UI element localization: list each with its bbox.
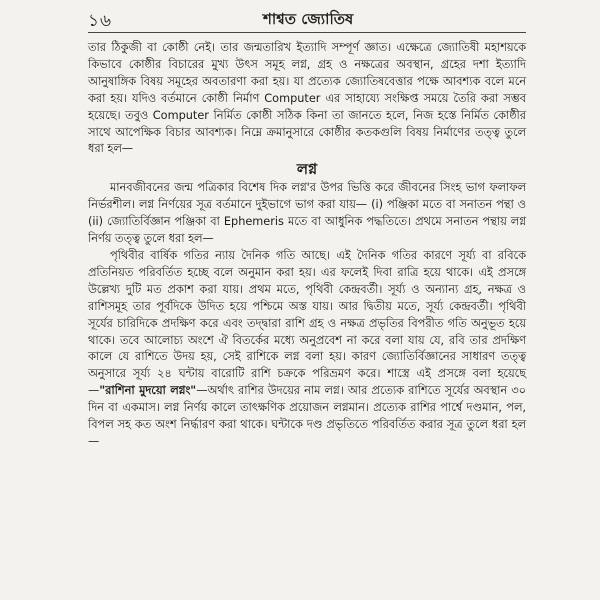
page-number: ১৬ xyxy=(88,11,113,31)
header-divider xyxy=(88,32,526,33)
paragraph-daily-motion-text: পৃথিবীর বার্ষিক গতির ন্যায় দৈনিক গতি আছে। এই দৈনিক গতির কারণে সূর্য্য বা রবিকে প্রতিনিয়ত পরিবর্তিত হচ্ছে বলে অনুমান করা হয়। এর ফলেই দিবা রাত্রি হয়ে থাকে। এই প্রসঙ্গে উল্লেখ্য দুটি মত প্রকাশ করা যায়। প্রথম মতে, পৃথিবী কেন্দ্রবর্তী। সূর্য্য ও অন্যান্য গ্রহ, নক্ষত্র ও রাশিসমূহ তার পূর্বদিকে উদিত হয়ে পশ্চিমে অস্ত যায়। আর দ্বিতীয় মতে, সূর্য্য কেন্দ্রবর্তী। পৃথিবী সূর্যের চারিদিকে প্রদক্ষিণ করে এবং তদ্দ্বারা রাশি গ্রহ ও নক্ষত্র প্রভৃতির বিপরীত গতি অনুভূত হয়ে থাকে। তবে আলোচ্য অংশে ঐ বিতর্কের মধ্যে অনুপ্রবেশ না করে বলা যায় যে, রবি তার প্রদক্ষিণ কালে যে রাশিতে উদয় হয়, সেই রাশিকে লগ্ন বলা হয়। কারণ জ্যোতির্বিজ্ঞানের সাধারণ তত্ত্ব অনুসারে সূর্য্য ২৪ ঘন্টায় বারোটি রাশি চক্রকে পরিভ্রমণ করে। শাস্ত্রে এই প্রসঙ্গে বলা হয়েছে— xyxy=(88,248,526,398)
paragraph-lagna-definition: মানবজীবনের জন্ম পত্রিকার বিশেষ দিক লগ্ন'র উপর ভিত্তি করে জীবনের সিংহ ভাগ ফলাফল নির্ভরশীল। লগ্ন নির্ণয়ের সূত্র বর্তমানে দুইভাগে ভাগ করা যায়— (i) পঞ্জিকা মতে বা সনাতন পন্থা ও (ii) জ্যোতির্বিজ্ঞান পঞ্জিকা বা Ephemeris মতে বা আধুনিক পদ্ধতিতে। প্রথমে সনাতন পন্থায় লগ্ন নির্ণয় তত্ত্ব তুলে ধরা হল— xyxy=(88,181,526,246)
page-header xyxy=(88,8,508,30)
paragraph-daily-motion-tail: —অর্থাৎ রাশির উদয়ের নাম লগ্ন। আর প্রত্যেক রাশিতে সূর্যের অবস্থান ৩০ দিন বা একমাস। লগ্ন নির্ণয় কালে তাৎক্ষণিক প্রয়োজন লগ্নমান। প্রত্যেক রাশির পার্শ্বে দণ্ডমান, পল, বিপল সহ কত অংশ নির্দ্ধারণ করা থাকে। ঘন্টাকে দণ্ড প্রভৃতিতে পরিবর্তিত করার সূত্র তুলে ধরা হল— xyxy=(88,384,526,448)
intro-paragraph: তার ঠিকুজী বা কোষ্ঠী নেই। তার জন্মতারিখ ইত্যাদি সম্পূর্ণ জ্ঞাত। এক্ষেত্রে জ্যোতিষী মহাশয়কে কিভাবে কোষ্ঠীর বিচারের মুখ্য উৎস সমূহ লগ্ন, গ্রহ ও নক্ষত্রের অবস্থান, গ্রহের দশা ইত্যাদি আনুষাঙ্গিক বিষয় সমূহের অবতারণা করা হয়। যা প্রত্যেক জ্যোতিষবেত্তার পক্ষে আবশ্যক বলে মনে করা হয়। যদিও বর্তমানে কোষ্ঠী নির্মাণ Computer এর সাহায্যে সংক্ষিপ্ত সময়ে তৈরি করা সম্ভব হয়েছে। তবুও Computer নির্মিত কোষ্ঠী সঠিক কিনা তা জানতে হলে, নিজ হস্তে নির্মিত কোষ্ঠীর সাথে আপেক্ষিক বিচার আবশ্যক। নিম্নে ক্রমানুসারে কোষ্ঠীর কতকগুলি বিষয় নির্মাণের তত্ত্ব তুলে ধরা হল— xyxy=(88,41,526,156)
section-heading: লগ্ন xyxy=(296,160,318,179)
page-body xyxy=(88,40,526,451)
running-title: শাশ্বত জ্যোতিষ xyxy=(263,10,354,28)
paragraph-daily-motion xyxy=(88,248,526,451)
scripture-quote: "রাশিনা মুদয়ো লগ্নং" xyxy=(99,384,197,398)
